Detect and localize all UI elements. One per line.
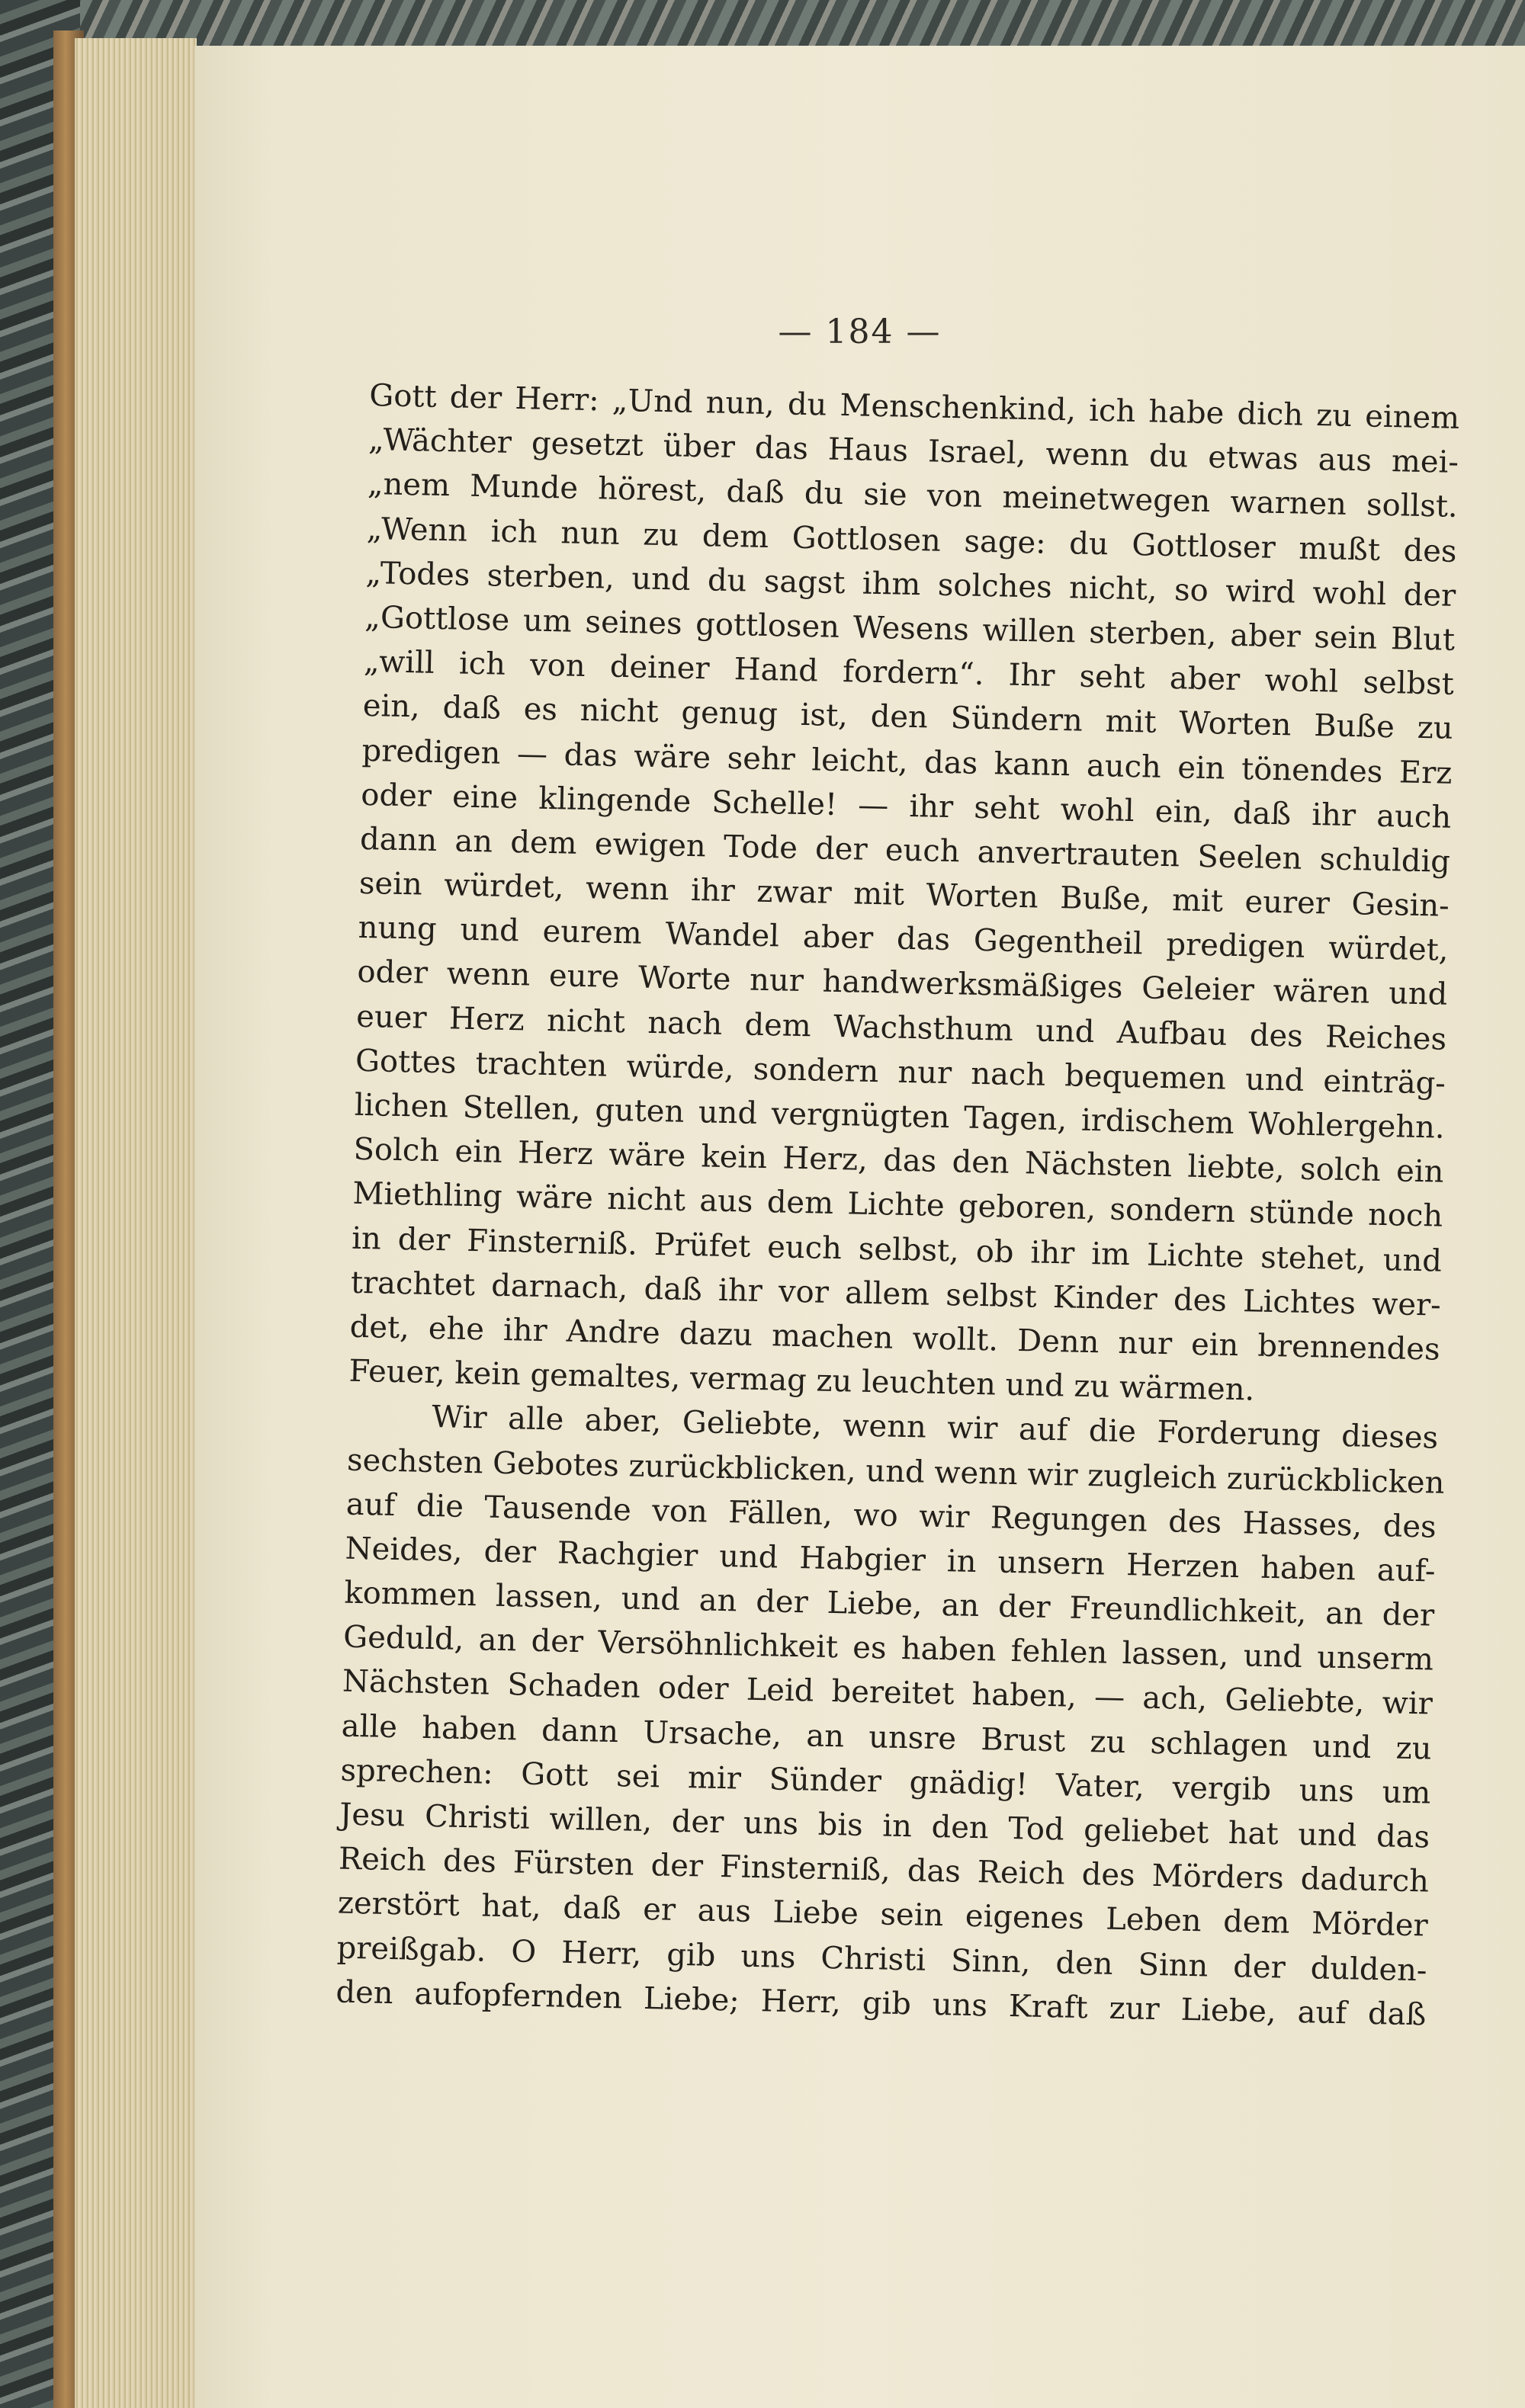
text-line: Wir alle aber, Geliebte, wenn wir auf die Forderung dieses [431,1400,1439,1456]
text-line: oder eine klingende Schelle! — ihr seht wohl ein, daß ihr auch [360,777,1452,835]
book-cover-top [0,0,1525,46]
text-line: preißgab. O Herr, gib uns Christi Sinn, den Sinn der dulden- [336,1930,1427,1989]
text-line: auf die Tausende von Fällen, wo wir Regungen des Hasses, des [345,1486,1437,1545]
text-line: det, ehe ihr Andre dazu machen wollt. Denn nur ein brennendes [349,1309,1440,1368]
text-line: Neides, der Rachgier und Habgier in unsern Herzen haben auf- [345,1531,1436,1589]
page-block-edges [75,38,197,2408]
text-line: Reich des Fürsten der Finsterniß, das Reich des Mörders dadurch [338,1841,1430,1900]
text-line: dann an dem ewigen Tode der euch anvertrauten Seelen schuldig [359,821,1451,880]
text-line: kommen lassen, und an der Liebe, an der Freundlichkeit, an der [344,1575,1435,1634]
book-page [194,46,1525,2408]
text-line: Geduld, an der Versöhnlichkeit es haben fehlen lassen, und unserm [342,1619,1434,1678]
text-line: „Todes sterben, und du sagst ihm solches nicht, so wird wohl der [365,555,1456,614]
text-line: euer Herz nicht nach dem Wachsthum und Aufbau des Reiches [355,999,1447,1057]
text-line: nung und eurem Wandel aber das Gegentheil predigen würdet, [358,910,1449,969]
text-line: lichen Stellen, guten und vergnügten Tagen, irdischem Wohlergehn. [354,1087,1446,1146]
page-number: — 184 — [778,313,942,351]
text-line: Nächsten Schaden oder Leid bereitet haben, — ach, Geliebte, wir [342,1664,1434,1723]
text-line: sechsten Gebotes zurückblicken, und wenn wir zugleich zurückblicken [346,1442,1445,1501]
text-line: Jesu Christi willen, der uns bis in den Tod geliebet hat und das [339,1797,1430,1855]
text-line: „Wenn ich nun zu dem Gottlosen sage: du Gottloser mußt des [366,511,1457,569]
text-line: trachtet darnach, daß ihr vor allem selbst Kinder des Lichtes wer- [350,1265,1442,1323]
text-line: „nem Munde hörest, daß du sie von meinetwegen warnen sollst. [367,467,1459,525]
text-line: „will ich von deiner Hand fordern“. Ihr seht aber wohl selbst [363,644,1455,702]
text-line: ein, daß es nicht genug ist, den Sündern mit Worten Buße zu [362,688,1454,747]
text-line: den aufopfernden Liebe; Herr, gib uns Kraft zur Liebe, auf daß [336,1974,1427,2033]
text-line: zerstört hat, daß er aus Liebe sein eigenes Leben dem Mörder [337,1885,1429,1944]
text-line: „Gottlose um seines gottlosen Wesens willen sterben, aber sein Blut [364,599,1456,658]
text-line: oder wenn eure Worte nur handwerksmäßiges Geleier wären und [357,954,1448,1013]
text-line: sein würdet, wenn ihr zwar mit Worten Buße, mit eurer Gesin- [358,865,1450,924]
text-line: Gottes trachten würde, sondern nur nach bequemen und einträg- [355,1043,1446,1101]
text-line: sprechen: Gott sei mir Sünder gnädig! Vater, vergib uns um [340,1752,1431,1811]
text-line: „Wächter gesetzt über das Haus Israel, wenn du etwas aus mei- [368,422,1459,481]
text-line: Gott der Herr: „Und nun, du Menschenkind, ich habe dich zu einem [368,377,1460,436]
text-line: Solch ein Herz wäre kein Herz, das den Nächsten liebte, solch ein [353,1131,1444,1190]
text-line: Miethling wäre nicht aus dem Lichte geboren, sondern stünde noch [352,1176,1443,1235]
text-line: in der Finsterniß. Prüfet euch selbst, ob ihr im Lichte stehet, und [351,1220,1443,1279]
text-line: alle haben dann Ursache, an unsre Brust zu schlagen und zu [341,1708,1433,1767]
text-line: predigen — das wäre sehr leicht, das kann auch ein tönendes Erz [361,733,1453,791]
text-line: Feuer, kein gemaltes, vermag zu leuchten und zu wärmen. [348,1353,1255,1408]
body-text [336,374,1460,2037]
